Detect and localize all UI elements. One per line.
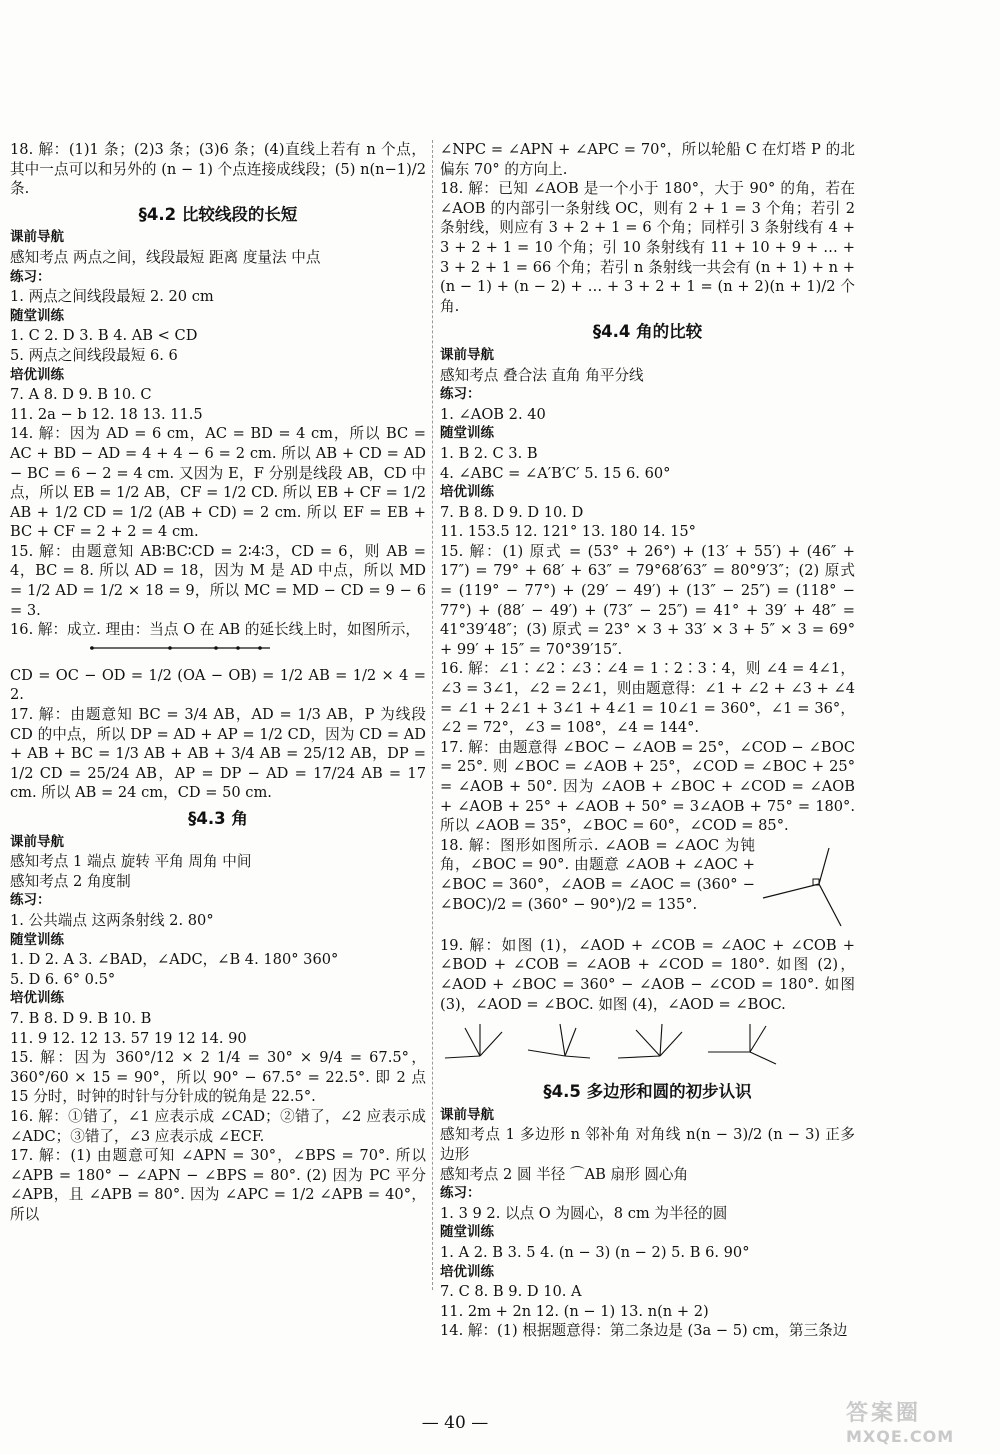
answer-18-with-figure [440,836,855,936]
label-preview-4: 课前导航 [440,1106,494,1123]
class-answers-3: 1. D 2. A 3. ∠BAD，∠ADC，∠B 4. 180° 360° [10,951,339,969]
label-class-training-3: 随堂训练 [440,425,494,442]
answer-19: 19. 解：如图 (1)，∠AOD + ∠COB = ∠AOC + ∠COB + ∠BOD + ∠COB = ∠AOB + ∠COD = 180°. 如图 (2)，∠AOD + ∠BOC = 360° − ∠AOB − ∠COD = 180°. 如图 (3)，∠AOD = ∠BOC. 如图 (4)，∠AOD = ∠BOC. [440,936,855,1013]
answer-14: 14. 解：因为 AD = 6 cm，AC = BD = 4 cm，所以 BC = AC + BD − AD = 4 + 4 − 6 = 2 cm. 所以 AB + CD = AD − BC = 6 − 2 = 4 cm. 又因为 E，F 分别是线段 AB，CD 中点，所以 EB = 1/2 AB，CF = 1/2 CD. 所以 EB + CF = 1/2 AB + 1/2 CD = 1/2 (AB + CD) = 2 cm. 所以 EF = EB + BC + CF = 2 + 2 = 4 cm. [10,425,426,541]
key-points-4: 感知考点 1 多边形 n 邻补角 对角线 n(n − 3)/2 (n − 3) 正多边形 [440,1126,855,1163]
label-practice: 练习： [10,268,51,285]
four-angle-figures [440,1016,840,1076]
class-answers-2: 5. 两点之间线段最短 6. 6 [10,346,178,364]
answer-16-ratio: 16. 解：∠1∶∠2∶∠3∶∠4 = 1∶2∶3∶4，则 ∠4 = 4∠1，∠3 = 3∠1，∠2 = 2∠1，则由题意得：∠1 + ∠2 + ∠3 + ∠4 = ∠1 + 2∠1 + 3∠1 + 4∠1 = 10∠1 = 360°，∠1 = 36°，∠2 = 72°，∠3 = 108°，∠4 = 144°. [440,660,855,737]
advanced-answers-8: 11. 2m + 2n 12. (n − 1) 13. n(n + 2) [440,1302,709,1320]
class-answers-7: 1. A 2. B 3. 5 4. (n − 3) (n − 2) 5. B 6. 90° [440,1243,750,1261]
answer-16: 16. 解：成立. 理由：当点 O 在 AB 的延长线上时，如图所示， [10,621,420,639]
key-points-5: 感知考点 2 圆 半径 ⌒AB 扇形 圆心角 [440,1165,689,1183]
practice-answers-2: 1. 公共端点 这两条射线 2. 80° [10,911,214,929]
label-class-training-2: 随堂训练 [10,931,64,948]
answer-17: 17. 解：由题意知 BC = 3/4 AB，AD = 1/3 AB，P 为线段 CD 的中点，所以 DP = AD + AP = 1/2 CD，因为 CD = AD + AB + BC = 1/3 AB + AB + 3/4 AB = 25/12 AB，DP = 1/2 CD = 25/24 AB，AP = DP − AD = 17/24 AB = 17 cm. 所以 AB = 24 cm，CD = 50 cm. [10,706,426,802]
advanced-answers-1: 7. A 8. D 9. B 10. C [10,386,152,404]
column-divider [432,140,433,1290]
answer-15-degrees: 15. 解：(1) 原式 = (53° + 26°) + (13′ + 55′) + (46″ + 17″) = 79° + 68′ + 63″ = 79°68′63″ = 80°9′3″；(2) 原式 = (119° − 77°) + (29′ − 49′) + (13″ − 25″) = (118° − 77°) + (88′ − 49′) + (73″ − 25″) = 41° + 39′ + 48″ = 41°39′48″；(3) 原式 = 23° × 3 + 33′ × 3 + 5″ × 3 = 69° + 99′ + 15″ = 70°39′15″. [440,542,855,658]
label-advanced-training-4: 培优训练 [440,1263,494,1280]
answer-15: 15. 解：由题意知 AB∶BC∶CD = 2∶4∶3，CD = 6，则 AB = 4，BC = 8. 所以 AD = 18，因为 M 是 AD 中点，所以 MD = 1/2 AD = 1/2 × 18 = 9，所以 MC = MD − CD = 9 − 6 = 3. [10,542,426,619]
label-preview-3: 课前导航 [440,346,494,363]
practice-answers-3: 1. ∠AOB 2. 40 [440,405,546,423]
angle-figure [755,836,855,936]
right-column [440,140,855,1341]
class-answers-6: 4. ∠ABC = ∠A′B′C′ 5. 15 6. 60° [440,464,671,482]
answer-16-cont: CD = OC − OD = 1/2 (OA − OB) = 1/2 AB = 1/2 × 4 = 2. [10,666,426,704]
class-answers-1: 1. C 2. D 3. B 4. AB < CD [10,327,198,345]
answer-18-lines: 18. 解：(1)1 条；(2)3 条；(3)6 条；(4)直线上若有 n 个点，其中一点可以和另外的 (n − 1) 个点连接成线段；(5) n(n−1)/2 条. [10,141,426,198]
class-answers-5: 1. B 2. C 3. B [440,444,538,462]
label-advanced-training-3: 培优训练 [440,484,494,501]
advanced-answers-5: 7. B 8. D 9. D 10. D [440,503,584,521]
watermark [846,1396,996,1452]
label-preview: 课前导航 [10,229,64,246]
watermark-url: MXQE.COM [846,1427,955,1446]
watermark-text: 答案圈 [846,1401,922,1426]
answer-18-rays: 18. 解：已知 ∠AOB 是一个小于 180°，大于 90° 的角，若在 ∠AOB 的内部引一条射线 OC，则有 2 + 1 = 3 个角；若引 2 条射线，则应有 3 + 2 + 1 = 6 个角；同样引 3 条射线有 4 + 3 + 2 + 1 = 10 个角；引 10 条射线有 11 + 10 + 9 + … + 3 + 2 + 1 = 66 个角；若引 n 条射线一共会有 (n + 1) + n + (n − 1) + (n − 2) + … + 3 + 2 + 1 = (n + 2)(n + 1)/2 个角. [440,180,855,315]
label-class-training: 随堂训练 [10,307,64,324]
answer-14-polygon: 14. 解：(1) 根据题意得：第二条边是 (3a − 5) cm，第三条边 [440,1322,848,1340]
advanced-answers-6: 11. 153.5 12. 121° 13. 180 14. 15° [440,523,696,541]
answer-17-bearing: 17. 解：(1) 由题意可知 ∠APN = 30°，∠BPS = 70°. 所以 ∠APB = 180° − ∠APN − ∠BPS = 80°. (2) 因为 PC 平分 ∠APB，且 ∠APB = 80°. 因为 ∠APC = 1/2 ∠APB = 40°，所以 [10,1147,426,1223]
key-points-2: 感知考点 2 角度制 [10,872,131,890]
practice-answers: 1. 两点之间线段最短 2. 20 cm [10,288,214,306]
advanced-answers-4: 11. 9 12. 12 13. 57 19 12 14. 90 [10,1029,247,1047]
label-advanced-training: 培优训练 [10,366,64,383]
answer-18-angles: 18. 解：图形如图所示. ∠AOB = ∠AOC 为钝角，∠BOC = 90°. 由题意 ∠AOB + ∠AOC + ∠BOC = 360°，∠AOB = ∠AOC = (360° − ∠BOC)/2 = (360° − 90°)/2 = 135°. [440,836,755,913]
practice-answers-4: 1. 3 9 2. 以点 O 为圆心，8 cm 为半径的圆 [440,1204,728,1222]
advanced-answers-2: 11. 2a − b 12. 18 13. 11.5 [10,405,203,423]
left-column [10,140,426,1224]
answer-17-angles: 17. 解：由题意得 ∠BOC − ∠AOB = 25°，∠COD − ∠BOC = 25°. 则 ∠BOC = ∠AOB + 25°，∠COD = ∠BOC + 25° = ∠AOB + 50°. 因为 ∠AOB + ∠BOC + ∠COD = ∠AOB + ∠AOB + 25° + ∠AOB + 50° = 3∠AOB + 75° = 180°. 所以 ∠AOB = 35°，∠BOC = 60°，∠COD = 85°. [440,738,855,835]
segment-figure [10,642,270,664]
section-4-3-title: §4.3 角 [188,809,248,828]
advanced-answers-7: 7. C 8. B 9. D 10. A [440,1283,582,1301]
page-number: — 40 — [421,1413,489,1433]
label-practice-3: 练习： [440,386,481,403]
key-points-3: 感知考点 叠合法 直角 角平分线 [440,366,644,384]
class-answers-4: 5. D 6. 6° 0.5° [10,970,116,988]
label-advanced-training-2: 培优训练 [10,990,64,1007]
answer-17-cont: ∠NPC = ∠APN + ∠APC = 70°，所以轮船 C 在灯塔 P 的北偏东 70° 的方向上. [440,141,855,178]
answer-15-clock: 15. 解：因为 360°/12 × 2 1/4 = 30° × 9/4 = 67.5°，360°/60 × 15 = 90°，所以 90° − 67.5° = 22.5°. 即 2 点 15 分时，时钟的时针与分针成的锐角是 22.5°. [10,1049,426,1106]
answer-16-angles: 16. 解：①错了，∠1 应表示成 ∠CAD；②错了，∠2 应表示成 ∠ADC；③错了，∠3 应表示成 ∠ECF. [10,1107,426,1145]
label-practice-2: 练习： [10,892,51,909]
label-class-training-4: 随堂训练 [440,1224,494,1241]
key-points-1: 感知考点 1 端点 旋转 平角 周角 中间 [10,853,252,871]
label-preview-2: 课前导航 [10,833,64,850]
advanced-answers-3: 7. B 8. D 9. B 10. B [10,1009,152,1027]
label-practice-4: 练习： [440,1185,481,1202]
section-4-5-title: §4.5 多边形和圆的初步认识 [543,1082,752,1102]
key-points: 感知考点 两点之间，线段最短 距离 度量法 中点 [10,248,321,266]
section-4-4-title: §4.4 角的比较 [592,322,703,342]
section-4-2-title: §4.2 比较线段的长短 [138,204,298,224]
